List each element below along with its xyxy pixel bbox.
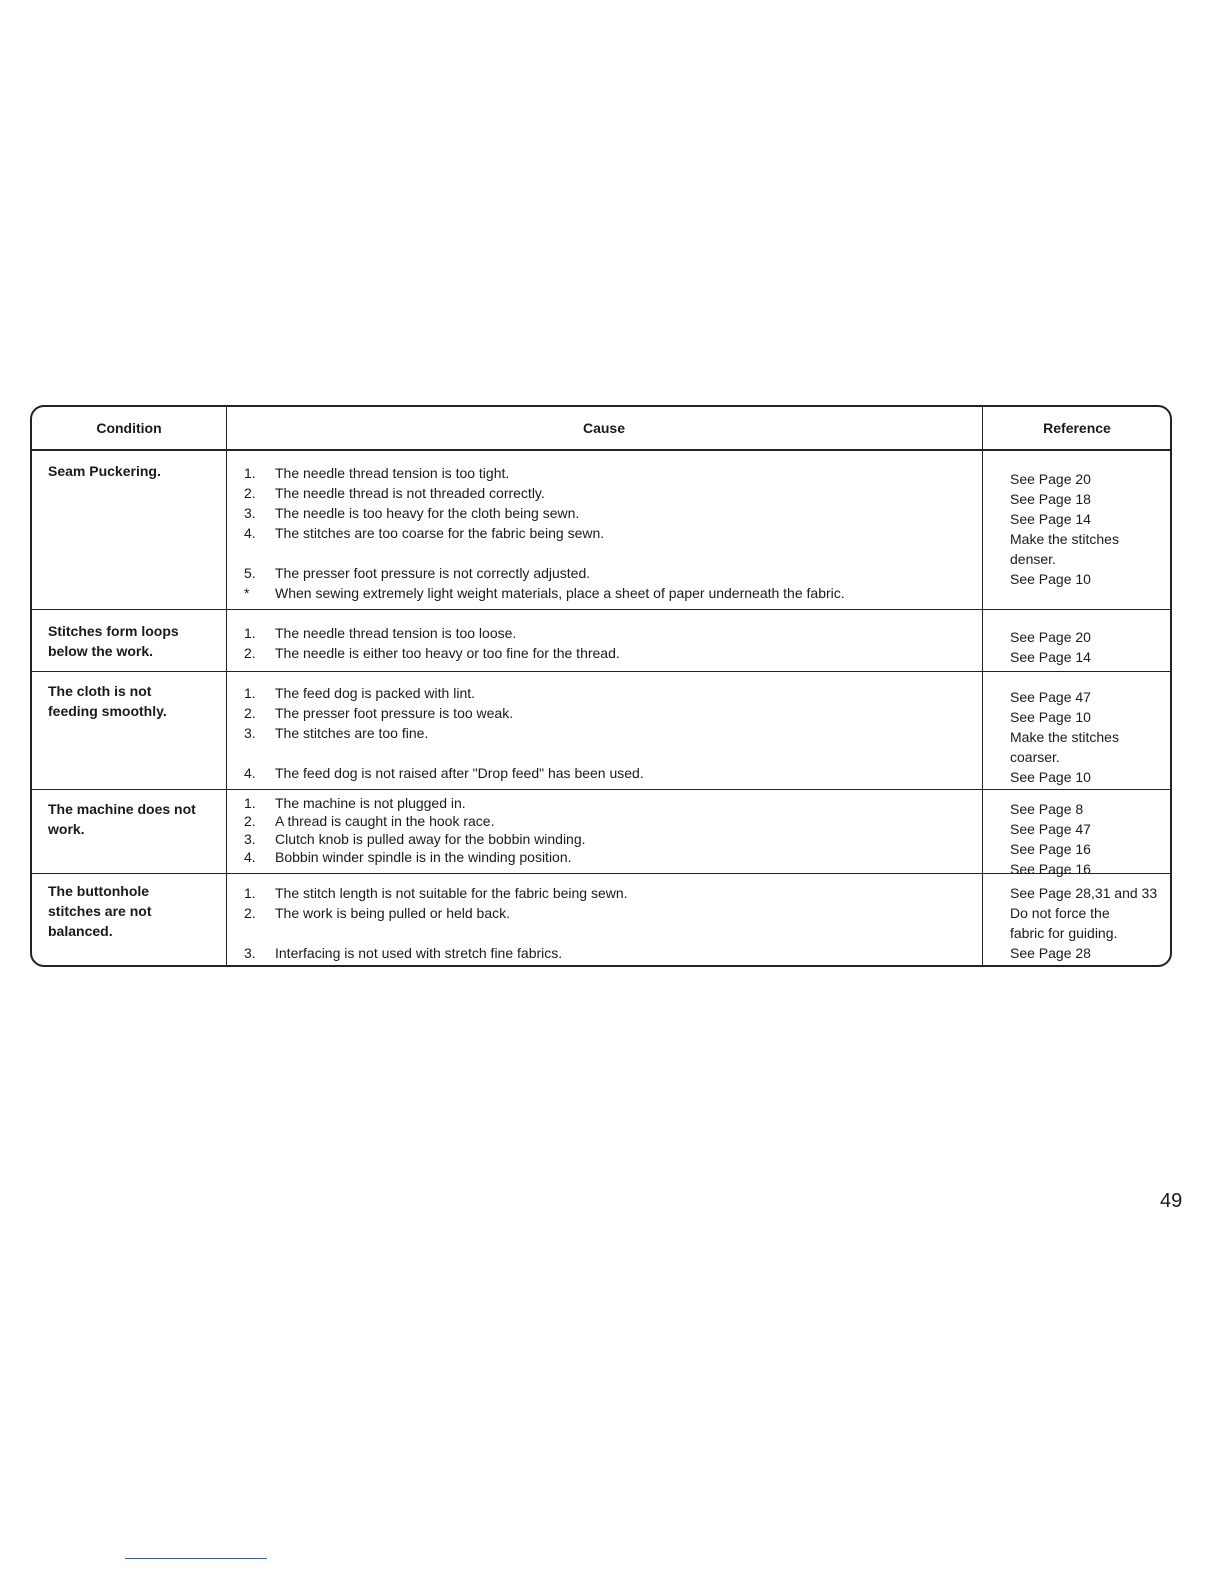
cause-number: 1.	[244, 685, 256, 701]
reference-text: See Page 16	[1010, 841, 1091, 857]
reference-text: See Page 28,31 and 33	[1010, 885, 1158, 901]
cause-item	[244, 563, 590, 583]
reference-text: See Page 47	[1010, 689, 1091, 705]
condition-cell: The machine does not work.	[48, 801, 196, 837]
row-divider	[32, 873, 1170, 874]
header-condition: Condition	[96, 420, 162, 436]
table-row	[32, 673, 1170, 789]
cause-item	[244, 483, 545, 503]
reference-text: See Page 10	[1010, 571, 1091, 587]
cause-number: 3.	[244, 945, 256, 961]
cause-text: Interfacing is not used with stretch fine fabrics.	[275, 945, 563, 961]
cause-text: The needle is either too heavy or too fine for the thread.	[275, 645, 620, 661]
cause-text: Bobbin winder spindle is in the winding position.	[275, 849, 572, 865]
cause-text: The feed dog is not raised after "Drop feed" has been used.	[275, 765, 644, 781]
reference-text: See Page 20	[1010, 629, 1091, 645]
cause-number: 2.	[244, 813, 256, 829]
cause-number: 1.	[244, 885, 256, 901]
cause-number: 1.	[244, 625, 256, 641]
cause-item	[244, 811, 494, 831]
reference-text: Do not force the	[1010, 905, 1110, 921]
cause-item	[244, 643, 620, 663]
cause-item	[244, 623, 516, 643]
cause-item	[244, 523, 604, 543]
cause-item	[244, 847, 572, 867]
reference-text: See Page 10	[1010, 709, 1091, 725]
cause-item	[244, 793, 466, 813]
cause-text: A thread is caught in the hook race.	[275, 813, 495, 829]
table-row	[32, 611, 1170, 671]
cause-item	[244, 763, 644, 783]
table-row	[32, 875, 1170, 967]
cause-text: The stitches are too fine.	[275, 725, 429, 741]
header-cause: Cause	[582, 420, 626, 436]
cause-item	[244, 883, 628, 903]
cause-number: 2.	[244, 905, 256, 921]
cause-text: Clutch knob is pulled away for the bobbin winding.	[275, 831, 586, 847]
page-number: 49	[1160, 1190, 1183, 1212]
cause-item	[244, 683, 475, 703]
reference-text: denser.	[1010, 551, 1056, 567]
cause-text: The presser foot pressure is too weak.	[275, 705, 514, 721]
reference-text: See Page 8	[1010, 801, 1084, 817]
cause-number: 5.	[244, 565, 256, 581]
table-row	[32, 791, 1170, 877]
cause-text: The stitch length is not suitable for the fabric being sewn.	[275, 885, 628, 901]
cause-number: 2.	[244, 705, 256, 721]
reference-text: See Page 14	[1010, 511, 1091, 527]
cause-number: 4.	[244, 765, 256, 781]
reference-text: See Page 20	[1010, 471, 1091, 487]
cause-number: 1.	[244, 795, 256, 811]
cause-item	[244, 463, 509, 483]
row-divider	[32, 609, 1170, 610]
cause-number: 3.	[244, 505, 256, 521]
cause-number: 1.	[244, 465, 256, 481]
row-divider	[32, 789, 1170, 790]
footer-rule	[125, 1558, 267, 1559]
reference-text: coarser.	[1010, 749, 1060, 765]
cause-number: 3.	[244, 725, 256, 741]
cause-item	[244, 829, 586, 849]
condition-cell: The buttonhole stitches are not balanced.	[48, 883, 152, 939]
reference-text: See Page 10	[1010, 769, 1091, 785]
reference-text: See Page 16	[1010, 861, 1091, 877]
reference-text: See Page 14	[1010, 649, 1091, 665]
cause-text: The needle is too heavy for the cloth being sewn.	[275, 505, 580, 521]
cause-text: The needle thread is not threaded correctly.	[275, 485, 545, 501]
condition-cell: Stitches form loops below the work.	[48, 623, 179, 659]
table-row	[32, 451, 1170, 609]
reference-text: See Page 18	[1010, 491, 1091, 507]
reference-text: See Page 28	[1010, 945, 1091, 961]
cause-number: 3.	[244, 831, 256, 847]
cause-number: 4.	[244, 525, 256, 541]
cause-item	[244, 943, 562, 963]
reference-text: Make the stitches	[1010, 531, 1119, 547]
condition-cell: Seam Puckering.	[48, 463, 161, 479]
cause-text: The feed dog is packed with lint.	[275, 685, 476, 701]
cause-item	[244, 903, 510, 923]
reference-text: fabric for guiding.	[1010, 925, 1118, 941]
cause-text: The machine is not plugged in.	[275, 795, 466, 811]
cause-text: When sewing extremely light weight materials, place a sheet of paper underneath the fabric.	[275, 585, 845, 601]
reference-text: See Page 47	[1010, 821, 1091, 837]
cause-item	[244, 723, 428, 743]
cause-number: 4.	[244, 849, 256, 865]
cause-number: 2.	[244, 645, 256, 661]
header-reference: Reference	[1043, 420, 1111, 436]
row-divider	[32, 671, 1170, 672]
cause-item	[244, 583, 845, 603]
troubleshooting-table	[30, 405, 1172, 967]
cause-number: 2.	[244, 485, 256, 501]
cause-text: The presser foot pressure is not correctly adjusted.	[275, 565, 591, 581]
cause-number: *	[244, 585, 250, 601]
reference-text: Make the stitches	[1010, 729, 1119, 745]
condition-cell: The cloth is not feeding smoothly.	[48, 683, 167, 719]
cause-item	[244, 703, 513, 723]
cause-text: The stitches are too coarse for the fabric being sewn.	[275, 525, 605, 541]
cause-text: The needle thread tension is too tight.	[275, 465, 510, 481]
cause-text: The needle thread tension is too loose.	[275, 625, 517, 641]
cause-item	[244, 503, 579, 523]
cause-text: The work is being pulled or held back.	[275, 905, 511, 921]
